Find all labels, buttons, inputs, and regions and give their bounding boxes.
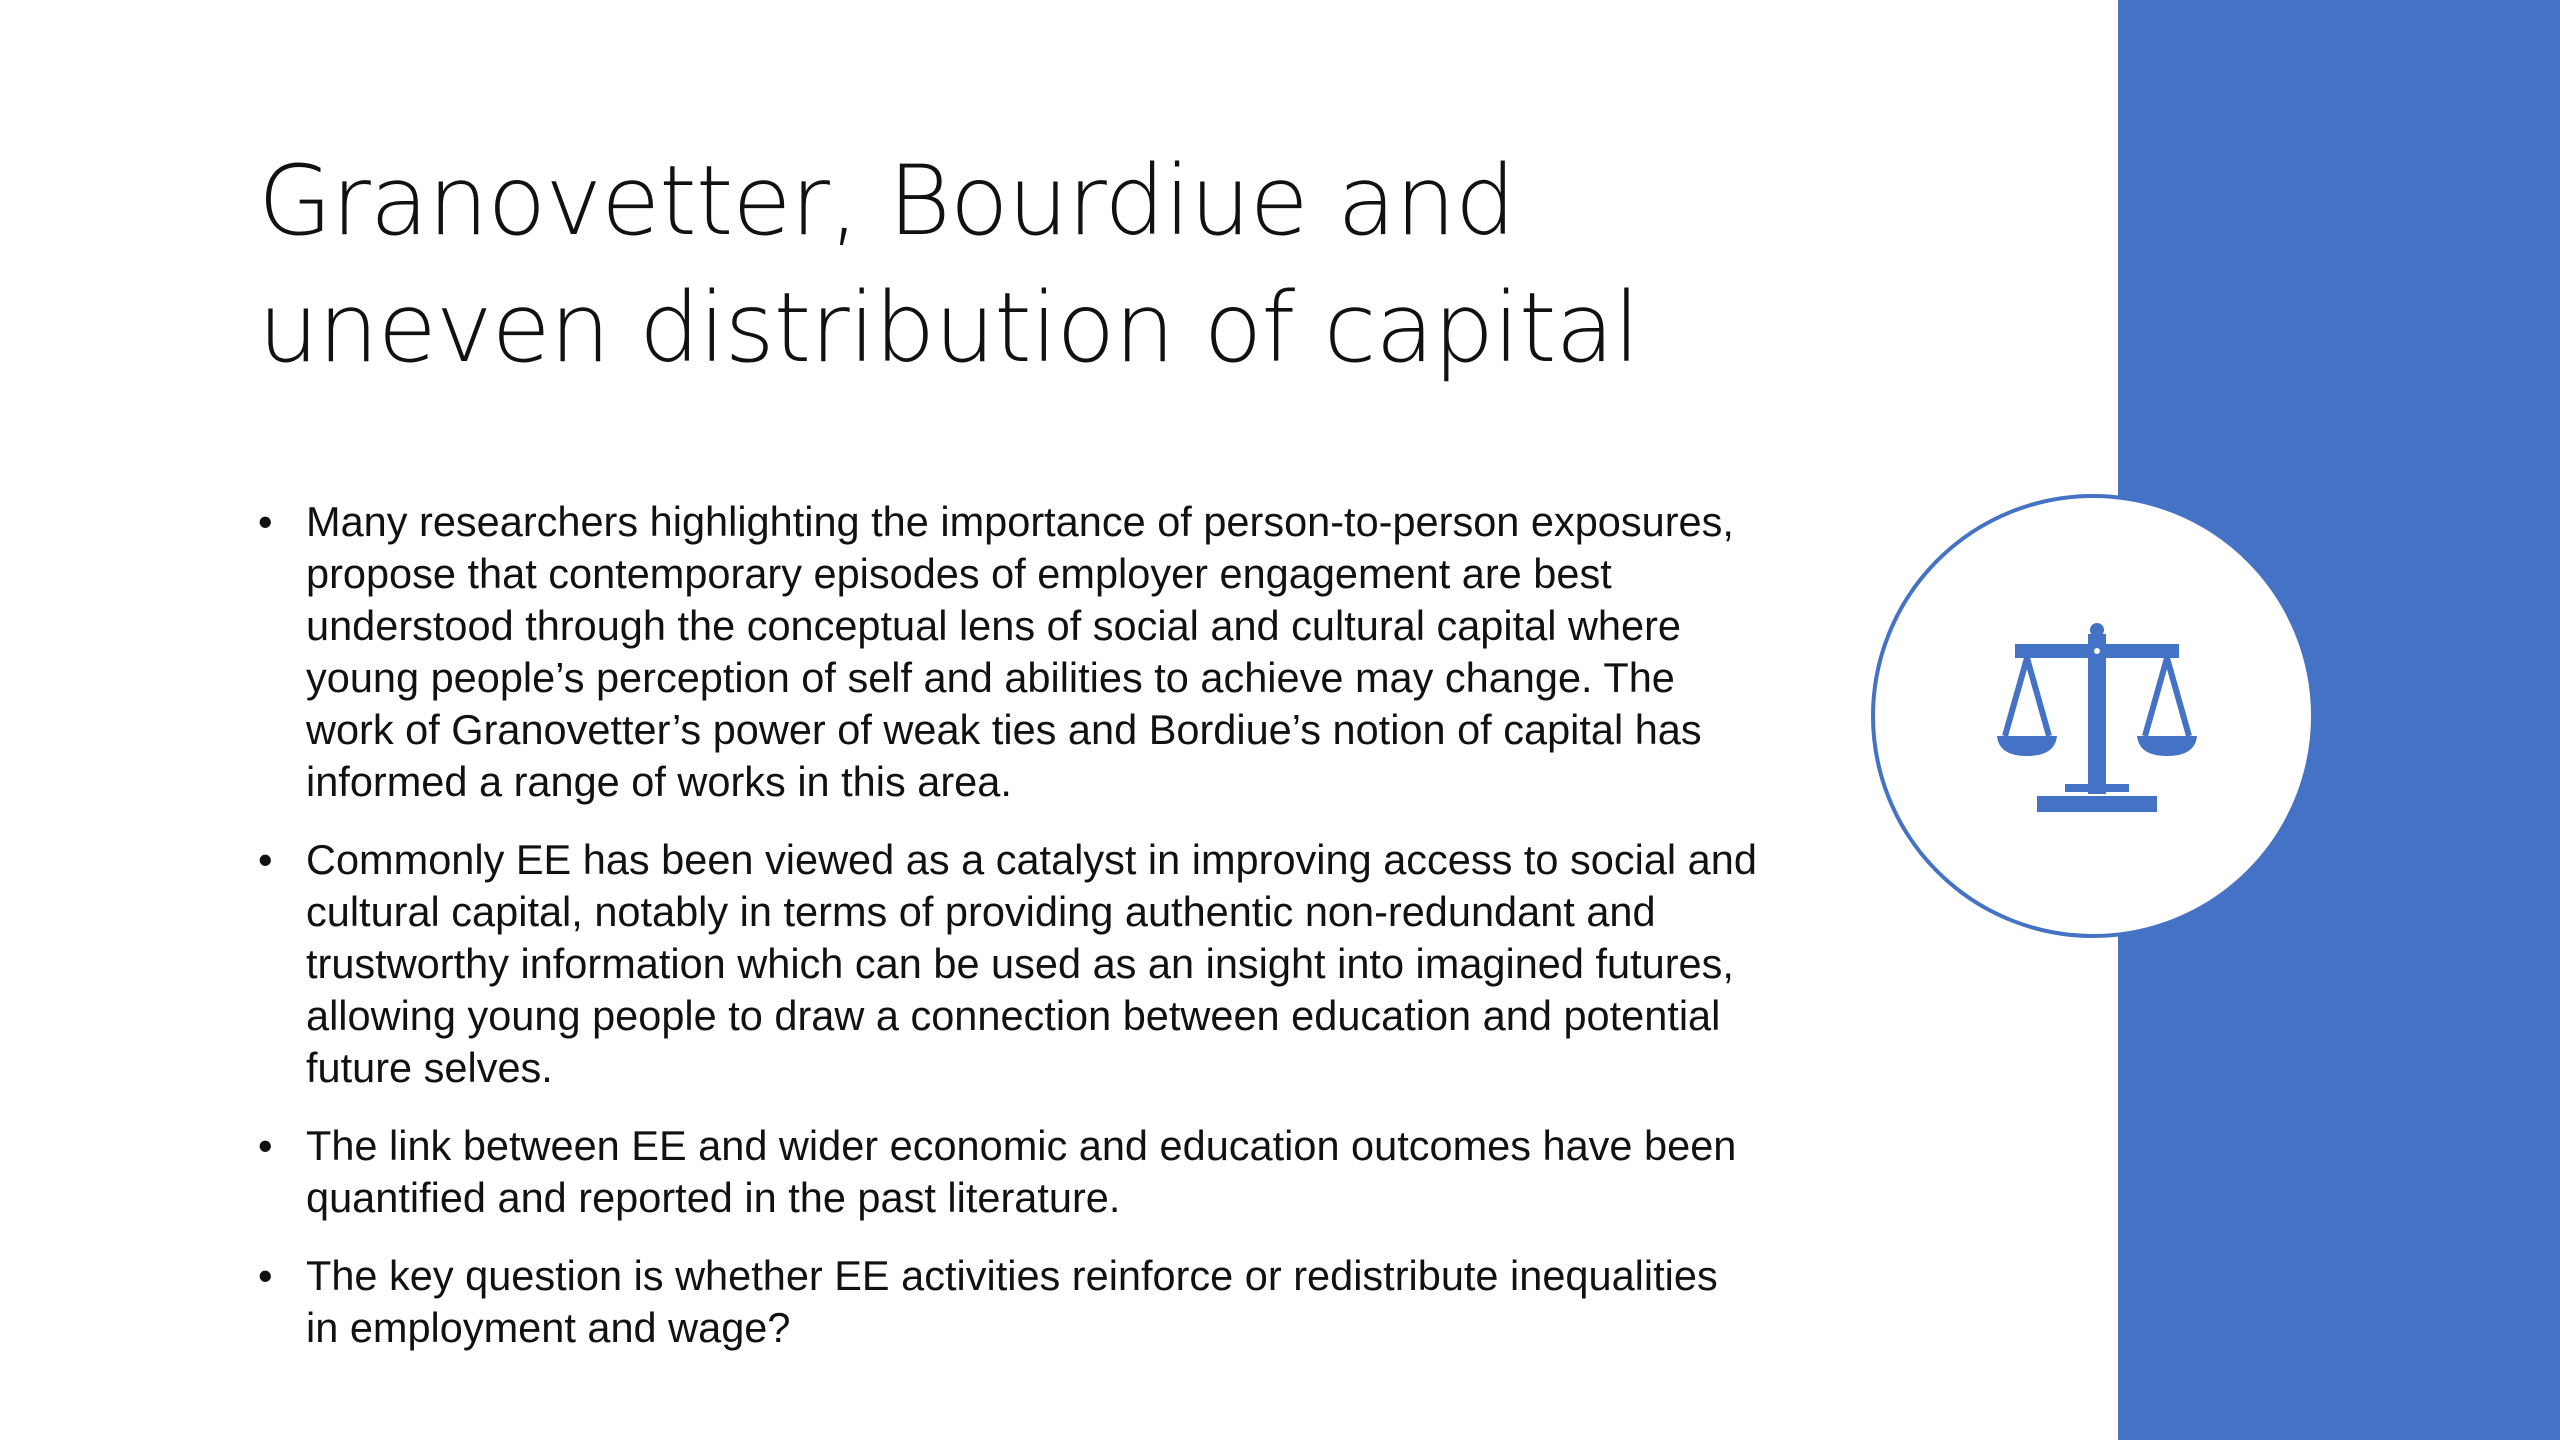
icon-badge	[1871, 494, 2315, 938]
bullet-text-line: quantified and reported in the past literature.	[306, 1174, 1121, 1221]
bullet-text-line: in employment and wage?	[306, 1304, 791, 1351]
bullet-dot: •	[258, 836, 273, 883]
bullet-item	[258, 1250, 1878, 1354]
bullet-text-line: work of Granovetter’s power of weak ties and Bordiue’s notion of capital has	[306, 706, 1702, 753]
bullet-text-line: cultural capital, notably in terms of providing authentic non-redundant and	[306, 888, 1656, 935]
bullet-dot: •	[258, 1122, 273, 1169]
bullet-text-line: understood through the conceptual lens of social and cultural capital where	[306, 602, 1681, 649]
bullet-dot: •	[258, 498, 273, 545]
bullet-text-line: trustworthy information which can be used as an insight into imagined futures,	[306, 940, 1734, 987]
bullet-text-line: young people’s perception of self and abilities to achieve may change. The	[306, 654, 1675, 701]
bullet-text-line: future selves.	[306, 1044, 553, 1091]
bullet-item	[258, 834, 1878, 1094]
bullet-text-line: Many researchers highlighting the importance of person-to-person exposures,	[306, 498, 1734, 545]
bullet-dot: •	[258, 1252, 273, 1299]
scales-of-justice-icon	[1997, 620, 2197, 820]
slide-title-line: Granovetter, Bourdiue and	[258, 145, 1515, 257]
bullet-text-line: informed a range of works in this area.	[306, 758, 1012, 805]
bullet-text-line: The link between EE and wider economic and education outcomes have been	[306, 1122, 1737, 1169]
bullet-item	[258, 1120, 1878, 1224]
bullet-item	[258, 496, 1878, 808]
bullet-text-line: propose that contemporary episodes of employer engagement are best	[306, 550, 1612, 597]
bullet-text-line: The key question is whether EE activities reinforce or redistribute inequalities	[306, 1252, 1718, 1299]
slide-title-line: uneven distribution of capital	[258, 272, 1639, 384]
bullet-text-line: Commonly EE has been viewed as a catalyst in improving access to social and	[306, 836, 1757, 883]
slide-title	[258, 138, 1958, 392]
bullet-text-line: allowing young people to draw a connection between education and potential	[306, 992, 1721, 1039]
bullet-list	[258, 496, 1878, 1380]
